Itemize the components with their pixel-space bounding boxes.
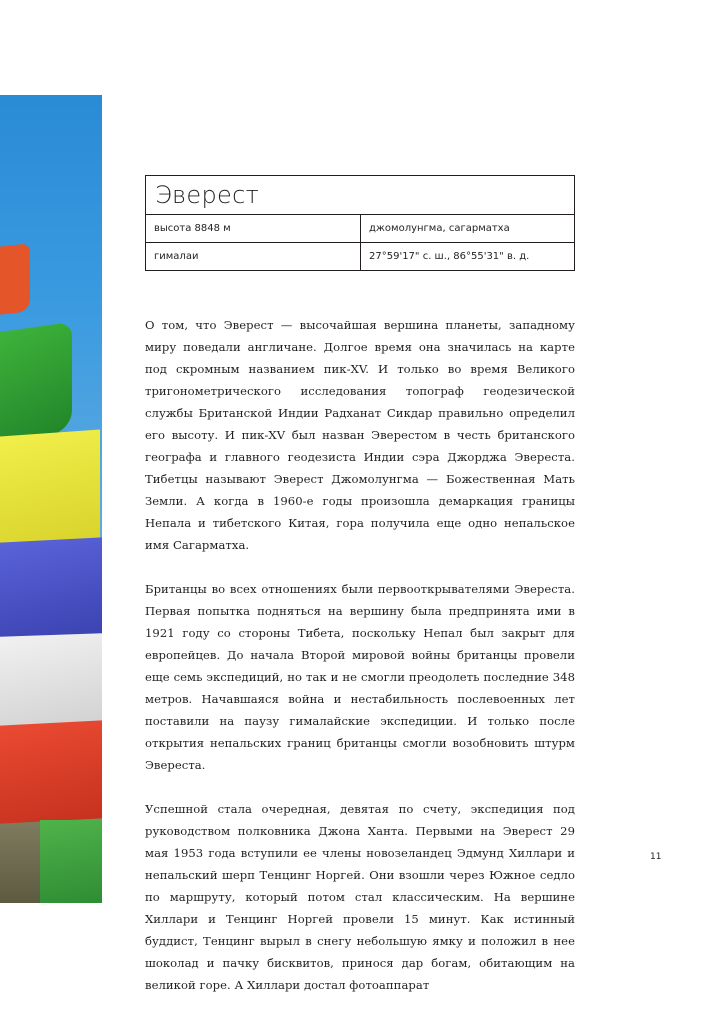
article-body bbox=[145, 314, 575, 1018]
blue-prayer-flag bbox=[0, 537, 102, 638]
red-prayer-flag bbox=[0, 243, 30, 314]
range-cell: гималаи bbox=[146, 243, 361, 270]
paragraph: О том, что Эверест — высочайшая вершина планеты, западному миру поведали англичане. Долгое время она значилась на карте под скромным названием пик-XV. И только во время Великого тригонометрического исследования топограф геодезической службы Британской Индии Радханат Сикдар правильно определил его высоту. И пик-XV был назван Эверестом в честь британского географа и главного геодезиста Индии сэра Джорджа Эвереста. Тибетцы называют Эверест Джомолунгма — Божественная Мать Земли. А когда в 1960-е годы произошла демаркация границы Непала и тибетского Китая, гора получила еще одно непальское имя Сагарматха. bbox=[145, 318, 575, 552]
info-row bbox=[146, 242, 574, 270]
paragraph: Успешной стала очередная, девятая по счету, экспедиция под руководством полковника Джона Ханта. Первыми на Эверест 29 мая 1953 года вступили ее члены новозеландец Эдмунд Хиллари и непальский шерп Тенцинг Норгей. Они взошли через Южное седло по маршруту, который потом стал классическим. На вершине Хиллари и Тенцинг Норгей провели 15 минут. Как истинный буддист, Тенцинг вырыл в снегу небольшую ямку и положил в нее шоколад и пачку бисквитов, принося дар богам, обитающим на великой горе. А Хиллари достал фотоаппарат bbox=[145, 802, 575, 992]
height-cell: высота 8848 м bbox=[146, 215, 361, 242]
coordinates-cell: 27°59'17" с. ш., 86°55'31" в. д. bbox=[369, 251, 530, 262]
page-number: 11 bbox=[650, 852, 662, 862]
mountain-info-table bbox=[145, 175, 575, 271]
paragraph: Британцы во всех отношениях были первооткрывателями Эвереста. Первая попытка подняться на вершину была предпринята ими в 1921 году со стороны Тибета, поскольку Непал был закрыт для европейцев. До начала Второй мировой войны британцы провели еще семь экспедиций, но так и не смогли преодолеть последние 348 метров. Начавшаяся война и нестабильность послевоенных лет поставили на паузу гималайские экспедиции. И только после открытия непальских границ британцы смогли возобновить штурм Эвереста. bbox=[145, 582, 575, 772]
info-row bbox=[146, 215, 574, 242]
red-prayer-flag-lower bbox=[0, 720, 102, 823]
yellow-prayer-flag bbox=[0, 430, 100, 549]
prayer-flags-photo bbox=[0, 95, 102, 903]
mountain-title: Эверест bbox=[146, 176, 574, 215]
names-cell: джомолунгма, сагарматха bbox=[369, 223, 510, 234]
green-prayer-flag bbox=[0, 322, 72, 442]
green-prayer-flag-lower bbox=[40, 820, 102, 903]
